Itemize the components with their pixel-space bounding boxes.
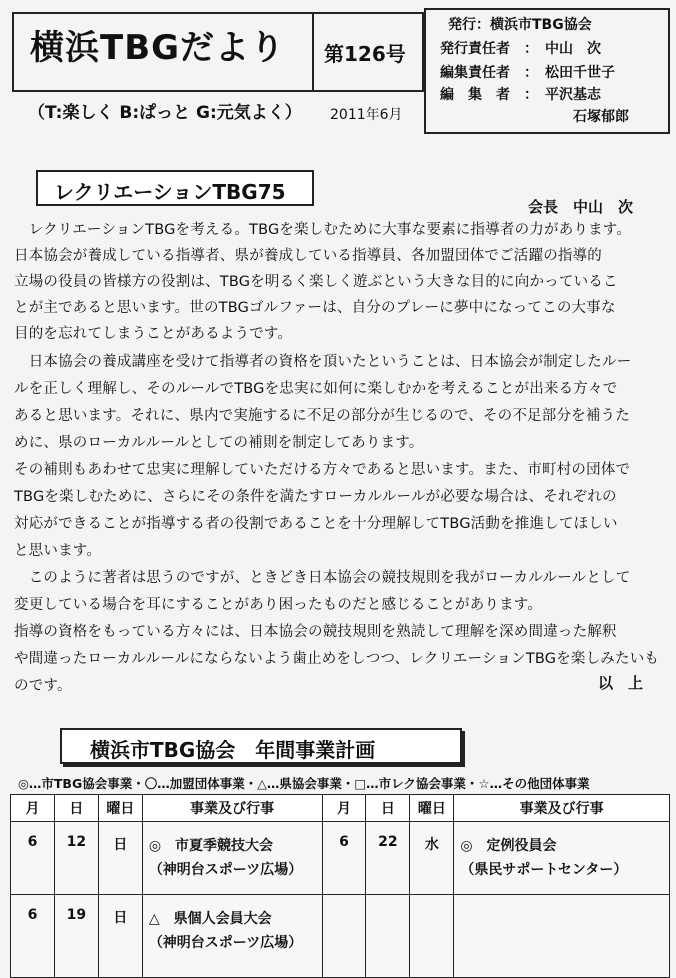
newsletter-title: 横浜TBGだより (30, 28, 286, 68)
cell-weekday: 水 (410, 822, 454, 895)
article-line: めに、県のローカルルールとしての補則を制定してあります。 (14, 435, 424, 451)
cell-month (322, 895, 366, 978)
article-line: TBGを楽しむために、さらにその条件を満たすローカルルールが必要な場合は、それぞれの (14, 489, 617, 505)
article-line: その補則もあわせて忠実に理解していただける方々であると思います。また、市町村の団体で (14, 462, 631, 478)
publisher-line: 発行：横浜市TBG協会 (448, 17, 592, 33)
cell-month: 6 (322, 822, 366, 895)
col-weekday: 曜日 (98, 795, 142, 822)
table-header-row (11, 795, 670, 822)
cell-day: 12 (54, 822, 98, 895)
article-line: 目的を忘れてしまうことがあるようです。 (14, 326, 293, 342)
article-line: 対応ができることが指導する者の役割であることを十分理解してTBG活動を推進してほしい (14, 516, 618, 532)
editor-responsible: 編集責任者 ： 松田千世子 (440, 65, 615, 81)
newsletter-subtitle: （T:楽しく B:ぱっと G:元気よく） (28, 103, 302, 123)
col-event: 事業及び行事 (142, 795, 322, 822)
article-heading: レクリエーションTBG75 (36, 170, 314, 206)
article-line: 変更している場合を耳にすることがあり困ったものだと感じることがあります。 (14, 597, 543, 613)
cell-month: 6 (11, 895, 55, 978)
col-weekday-2: 曜日 (410, 795, 454, 822)
col-month-2: 月 (322, 795, 366, 822)
schedule-table (10, 794, 670, 978)
article-line: レクリエーションTBGを考える。TBGを楽しむために大事な要素に指導者の力があります。 (14, 222, 632, 238)
cell-event (142, 822, 322, 895)
article-line: 日本協会が養成している指導者、県が養成している指導員、各加盟団体でご活躍の指導的 (14, 248, 602, 264)
cell-day (366, 895, 410, 978)
event-name: ◎ 定例役員会 (460, 838, 557, 854)
schedule-legend: ◎…市TBG協会事業・〇…加盟団体事業・△…県協会事業・□…市レク協会事業・☆…その他団体事業 (18, 776, 590, 791)
article-line: と思います。 (14, 543, 102, 559)
col-day-2: 日 (366, 795, 410, 822)
cell-month: 6 (11, 822, 55, 895)
event-name: ◎ 市夏季競技大会 (148, 838, 274, 854)
editor-2: 石塚郁郎 (573, 109, 629, 125)
table-row (11, 895, 670, 978)
cell-day: 19 (54, 895, 98, 978)
article-line: のです。 (14, 678, 72, 694)
article-closing: 以 上 (598, 674, 644, 692)
cell-event (142, 895, 322, 978)
article-line: このように著者は思うのですが、ときどき日本協会の競技規則を我がローカルルールとして (14, 570, 631, 586)
event-venue: （県民サポートセンター） (460, 862, 628, 878)
col-event-2: 事業及び行事 (454, 795, 670, 822)
cell-day: 22 (366, 822, 410, 895)
event-venue: （神明台スポーツ広場） (148, 935, 303, 951)
cell-event (454, 895, 670, 978)
cell-weekday: 日 (98, 822, 142, 895)
article-line: 指導の資格をもっている方々には、日本協会の競技規則を熟読して理解を深め間違った解釈 (14, 624, 617, 640)
table-row (11, 822, 670, 895)
article-author: 会長 中山 次 (528, 198, 634, 216)
article-line: や間違ったローカルルールにならないよう歯止めをしつつ、レクリエーションTBGを楽しみたいも (14, 651, 660, 667)
publisher-responsible: 発行責任者 ： 中山 次 (440, 41, 601, 57)
cell-weekday: 日 (98, 895, 142, 978)
issue-number: 第126号 (324, 42, 406, 66)
article-line: とが主であると思います。世のTBGゴルファーは、自分のプレーに夢中になってこの大事な (14, 300, 616, 316)
article-line: ルを正しく理解し、そのルールでTBGを忠実に如何に楽しむかを考えることが出来る方々で (14, 381, 618, 397)
cell-weekday (410, 895, 454, 978)
event-venue: （神明台スポーツ広場） (148, 862, 303, 878)
article-line: 立場の役員の皆様方の役割は、TBGを明るく楽しく遊ぶという大きな目的に向かっているこ (14, 274, 618, 290)
col-day: 日 (54, 795, 98, 822)
editor: 編 集 者 ： 平沢基志 (440, 87, 601, 103)
schedule-heading: 横浜市TBG協会 年間事業計画 (60, 728, 462, 764)
col-month: 月 (11, 795, 55, 822)
issue-date: 2011年6月 (330, 107, 403, 123)
event-name: △ 県個人会員大会 (148, 911, 272, 927)
article-line: 日本協会の養成講座を受けて指導者の資格を頂いたということは、日本協会が制定したルー (14, 354, 632, 370)
cell-event (454, 822, 670, 895)
article-line: あると思います。それに、県内で実施するに不足の部分が生じるので、その不足部分を補うた (14, 408, 630, 424)
